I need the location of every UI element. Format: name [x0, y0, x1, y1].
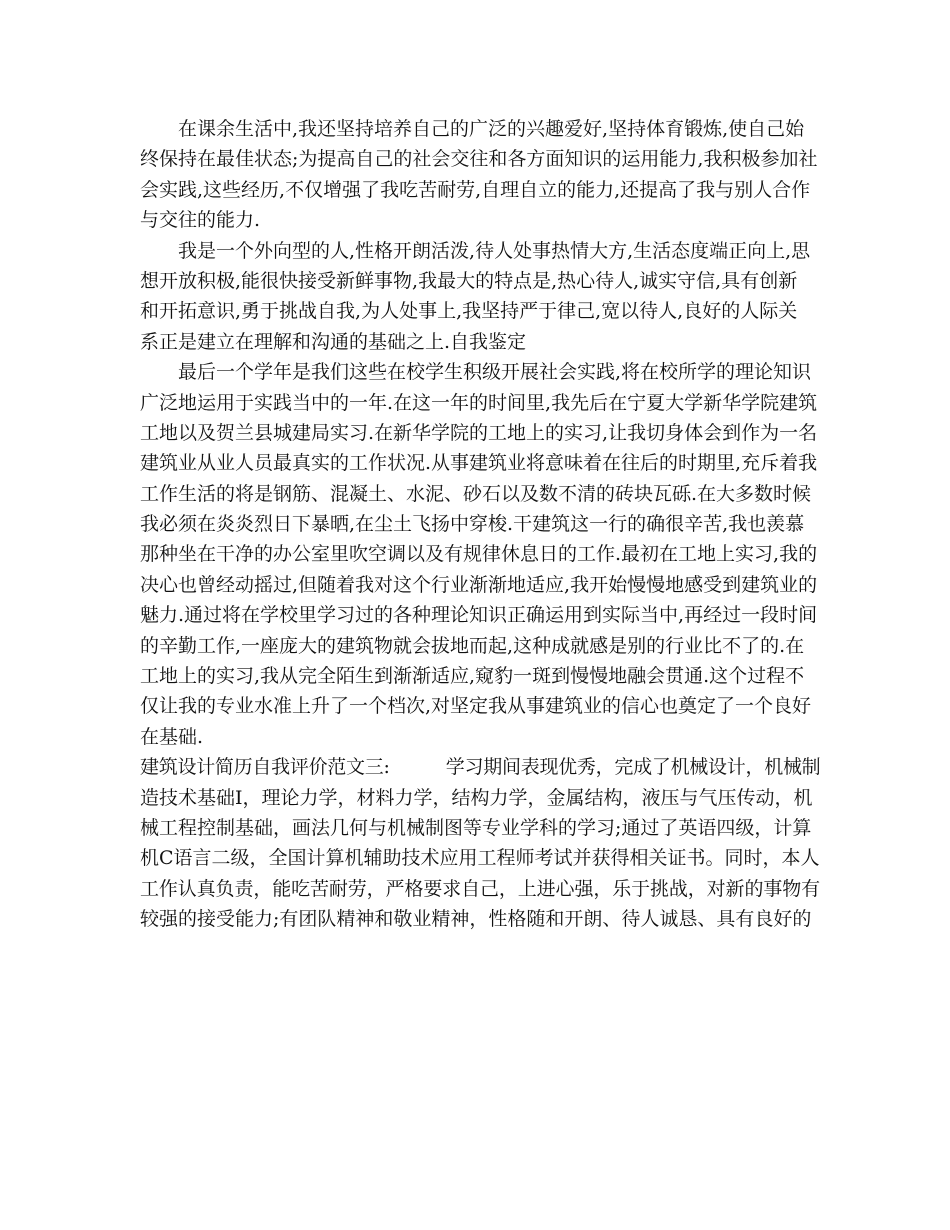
document-body [140, 114, 820, 935]
text-line: 想开放积极,能很快接受新鲜事物,我最大的特点是,热心待人,诚实守信,具有创新 [140, 269, 798, 292]
text-line: 械工程控制基础，画法几何与机械制图等专业学科的学习;通过了英语四级，计算 [140, 816, 812, 839]
text-line: 我是一个外向型的人,性格开朗活泼,待人处事热情大方,生活态度端正向上,思 [178, 239, 811, 262]
text-line: 较强的接受能力;有团队精神和敬业精神，性格随和开朗、待人诚恳、具有良好的 [140, 908, 812, 931]
text-line: 建筑设计简历自我评价范文三: 学习期间表现优秀，完成了机械设计，机械制 [140, 756, 820, 779]
text-line: 工作生活的将是钢筋、混凝土、水泥、砂石以及数不清的砖块瓦砾.在大多数时候 [140, 482, 812, 505]
text-line: 工地以及贺兰县城建局实习.在新华学院的工地上的实习,让我切身体会到作为一名 [140, 421, 818, 444]
text-line: 广泛地运用于实践当中的一年.在这一年的时间里,我先后在宁夏大学新华学院建筑 [140, 391, 818, 414]
text-line: 系正是建立在理解和沟通的基础之上.自我鉴定 [140, 330, 527, 353]
text-line: 机C语言二级，全国计算机辅助技术应用工程师考试并获得相关证书。同时，本人 [140, 847, 820, 870]
text-line: 那种坐在干净的办公室里吹空调以及有规律休息日的工作.最初在工地上实习,我的 [140, 543, 818, 566]
text-line: 的辛勤工作,一座庞大的建筑物就会拔地而起,这种成就感是别的行业比不了的.在 [140, 634, 805, 657]
text-line: 仅让我的专业水准上升了一个档次,对坚定我从事建筑业的信心也奠定了一个良好 [140, 695, 812, 718]
text-line: 与交往的能力. [140, 209, 261, 232]
text-line: 建筑业从业人员最真实的工作状况.从事建筑业将意味着在往后的时期里,充斥着我 [140, 452, 818, 475]
text-line: 决心也曾经动摇过,但随着我对这个行业渐渐地适应,我开始慢慢地感受到建筑业的 [140, 573, 818, 596]
text-line: 我必须在炎炎烈日下暴晒,在尘土飞扬中穿梭.干建筑这一行的确很辛苦,我也羡慕 [140, 513, 805, 536]
text-line: 终保持在最佳状态;为提高自己的社会交往和各方面知识的运用能力,我积极参加社 [140, 148, 818, 171]
text-line: 和开拓意识,勇于挑战自我,为人处事上,我坚持严于律己,宽以待人,良好的人际关 [140, 300, 798, 323]
text-line: 最后一个学年是我们这些在校学生积级开展社会实践,将在校所学的理论知识 [178, 361, 812, 384]
text-line: 工地上的实习,我从完全陌生到渐渐适应,窥豹一斑到慢慢地融会贯通.这个过程不 [140, 665, 805, 688]
text-line: 在课余生活中,我还坚持培养自己的广泛的兴趣爱好,坚持体育锻炼,使自己始 [178, 118, 805, 140]
text-line: 工作认真负责，能吃苦耐劳，严格要求自己，上进心强，乐于挑战，对新的事物有 [140, 877, 820, 900]
text-line: 会实践,这些经历,不仅增强了我吃苦耐劳,自理自立的能力,还提高了我与别人合作 [140, 178, 811, 201]
text-line: 造技术基础Ⅰ，理论力学，材料力学，结构力学，金属结构，液压与气压传动，机 [140, 786, 813, 809]
text-line: 在基础. [140, 725, 204, 748]
text-line: 魅力.通过将在学校里学习过的各种理论知识正确运用到实际当中,再经过一段时间 [140, 604, 818, 627]
